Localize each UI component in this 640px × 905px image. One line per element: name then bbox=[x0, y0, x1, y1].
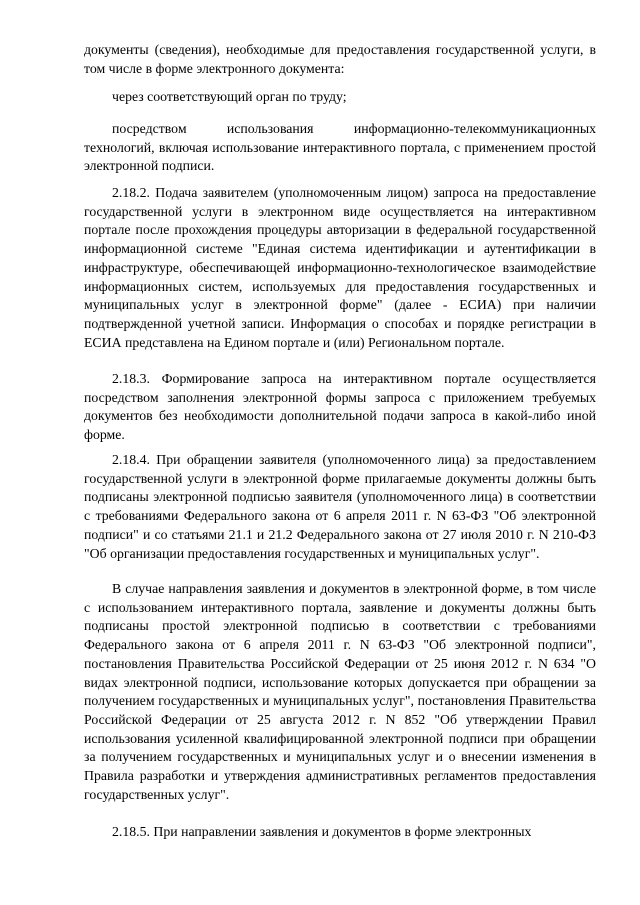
paragraph-electronic-form: В случае направления заявления и документов в электронной форме, в том числе с использованием интерактивного портала, заявление и документы должны быть подписаны простой электронной подписью в соответствии с требованиями Федерального закона от 6 апреля 2011 г. N 63-ФЗ "Об электронной подписи", постановления Правительства Российской Федерации от 25 июня 2012 г. N 634 "О видах электронной подписи, использование которых допускается при обращении за получением государственных и муниципальных услуг", постановления Правительства Российской Федерации от 25 августа 2012 г. N 852 "Об утверждении Правил использования усиленной квалифицированной электронной подписи при обращении за получением государственных и муниципальных услуг и о внесении изменения в Правила разработки и утверждения административных регламентов предоставления государственных услуг". bbox=[84, 581, 596, 802]
paragraph-continuation: документы (сведения), необходимые для предоставления государственной услуги, в том числе в форме электронного документа: bbox=[84, 42, 596, 76]
paragraph-2-18-2: 2.18.2. Подача заявителем (уполномоченным лицом) запроса на предоставление государственной услуги в электронном виде осуществляется на интерактивном портале после прохождения процедуры авторизации в федеральной государственной информационной системе "Единая система идентификации и аутентификации в инфраструктуре, обеспечивающей информационно-технологическое взаимодействие информационных систем, используемых для предоставления государственных и муниципальных услуг в электронной форме" (далее - ЕСИА) при наличии подтвержденной учетной записи. Информация о способах и порядке регистрации в ЕСИА представлена на Едином портале и (или) Региональном портале. bbox=[84, 185, 596, 350]
paragraph-labor-authority: через соответствующий орган по труду; bbox=[112, 89, 347, 104]
paragraph-2-18-3: 2.18.3. Формирование запроса на интерактивном портале осуществляется посредством заполнения электронной формы запроса с приложением требуемых документов без необходимости дополнительной подачи запроса в какой-либо иной форме. bbox=[84, 371, 596, 443]
paragraph-2-18-4: 2.18.4. При обращении заявителя (уполномоченного лица) за предоставлением государственной услуги в электронной форме прилагаемые документы должны быть подписаны электронной подписью заявителя (уполномоченного лица) в соответствии с требованиями Федерального закона от 6 апреля 2011 г. N 63-ФЗ "Об электронной подписи" и со статьями 21.1 и 21.2 Федерального закона от 27 июля 2010 г. N 210-ФЗ "Об организации предоставления государственных и муниципальных услуг". bbox=[84, 452, 596, 561]
paragraph-2-18-5: 2.18.5. При направлении заявления и документов в форме электронных bbox=[112, 824, 532, 839]
paragraph-ict-portal: посредством использования информационно-телекоммуникационных технологий, включая использование интерактивного портала, с применением простой электронной подписи. bbox=[84, 121, 596, 174]
